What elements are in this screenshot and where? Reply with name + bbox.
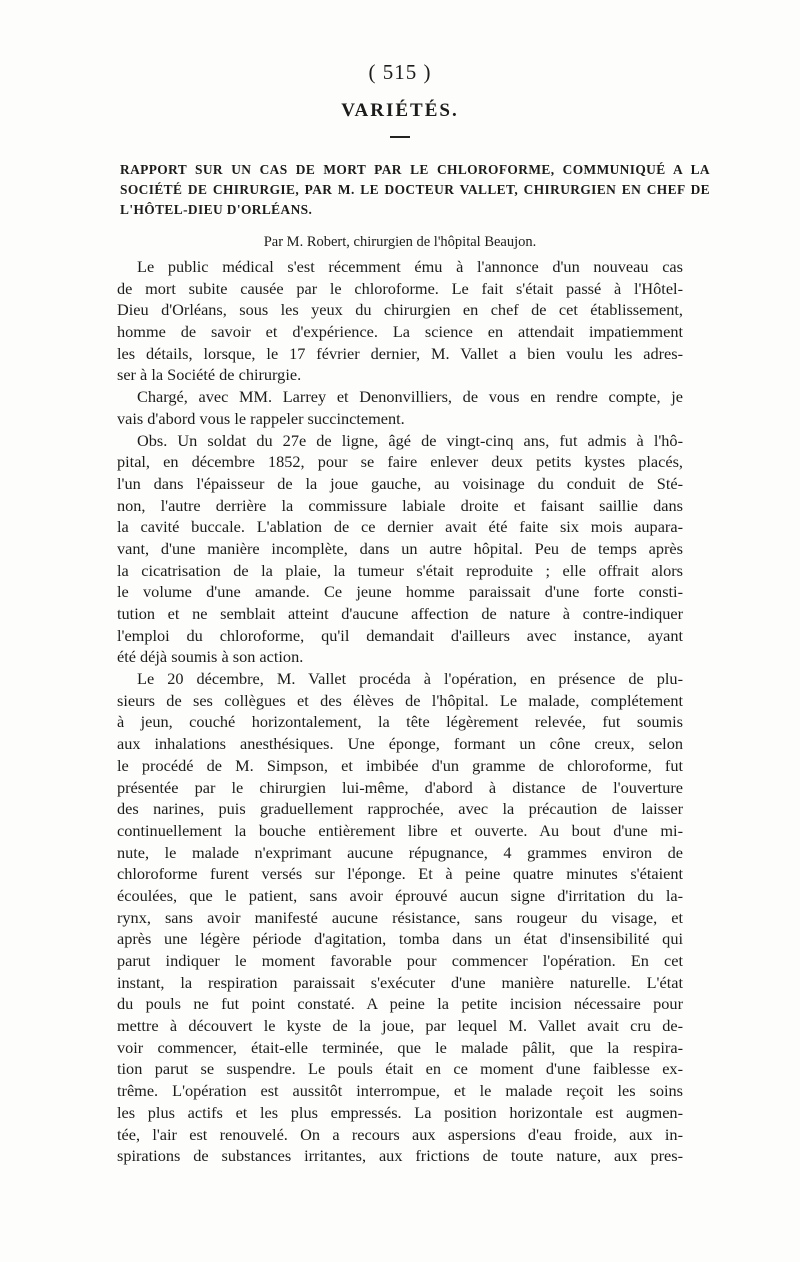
text-line: la cicatrisation de la plaie, la tumeur s'était reproduite ; elle offrait alors (117, 560, 683, 580)
text-line: les plus actifs et les plus empressés. La position horizontale est augmen- (117, 1102, 683, 1122)
text-line: continuellement la bouche entièrement libre et ouverte. Au bout d'une mi- (117, 820, 683, 840)
text-line: Obs. Un soldat du 27e de ligne, âgé de vingt-cinq ans, fut admis à l'hô- (137, 430, 683, 450)
text-line: instant, la respiration paraissait s'exécuter d'une manière naturelle. L'état (117, 972, 683, 992)
text-line: Chargé, avec MM. Larrey et Denonvilliers, de vous en rendre compte, je (137, 387, 683, 407)
report-title: RAPPORT SUR UN CAS DE MORT PAR LE CHLOROFORME, COMMUNIQUÉ A LA SOCIÉTÉ DE CHIRURGIE, PAR M. LE DOCTEUR VALLET, CHIRURGIEN EN CHEF DE L'HÔTEL-DIEU D'ORLÉANS. (120, 162, 710, 217)
text-line: tée, l'air est renouvelé. On a recours aux aspersions d'eau froide, aux in- (117, 1124, 683, 1144)
text-line: Le public médical s'est récemment ému à l'annonce d'un nouveau cas (137, 257, 683, 276)
text-line: l'un dans l'épaisseur de la joue gauche, au voisinage du conduit de Sté- (117, 473, 683, 493)
text-line: écoulées, que le patient, sans avoir éprouvé aucun signe d'irritation du la- (117, 885, 683, 905)
text-line: parut indiquer le moment favorable pour commencer l'opération. En cet (117, 951, 683, 970)
text-line: aux inhalations anesthésiques. Une éponge, formant un cône creux, selon (117, 734, 683, 754)
text-line: trême. L'opération est aussitôt interrompue, et le malade reçoit les soins (117, 1081, 683, 1101)
text-line: la cavité buccale. L'ablation de ce dernier avait été faite six mois aupara- (117, 517, 683, 537)
text-line: rynx, sans avoir manifesté aucune résistance, sans rougeur du visage, et (117, 907, 683, 927)
text-line: des narines, puis graduellement rapprochée, avec la précaution de laisser (117, 799, 683, 819)
text-line: tion parut se suspendre. Le pouls était en ce moment d'une faiblesse ex- (117, 1059, 683, 1079)
text-line: vant, d'une manière incomplète, dans un autre hôpital. Peu de temps après (117, 538, 683, 558)
text-line: le volume d'une amande. Ce jeune homme paraissait d'une forte consti- (117, 582, 683, 602)
text-line: le procédé de M. Simpson, et imbibée d'un gramme de chloroforme, fut (117, 755, 683, 775)
text-line: non, l'autre derrière la commissure labiale droite et faisant saillie dans (117, 495, 683, 515)
text-line: chloroforme furent versés sur l'éponge. Et à peine quatre minutes s'étaient (117, 864, 683, 884)
text-line: Dieu d'Orléans, sous les yeux du chirurgien en chef de cet établissement, (117, 300, 683, 320)
article-body (117, 256, 683, 1167)
text-line: sieurs de ses collègues et des élèves de l'hôpital. Le malade, complétement (117, 690, 683, 710)
section-title: VARIÉTÉS. (341, 100, 459, 121)
text-line: l'emploi du chloroforme, qu'il demandait d'ailleurs avec instance, ayant (117, 625, 683, 645)
text-line: tution et ne semblait atteint d'aucune affection de nature à contre-indiquer (117, 604, 683, 623)
text-line: spirations de substances irritantes, aux frictions de toute nature, aux pres- (117, 1146, 683, 1166)
text-line: pital, en décembre 1852, pour se faire enlever deux petits kystes placés, (117, 452, 683, 472)
text-line: ser à la Société de chirurgie. (117, 365, 302, 385)
text-line: vais d'abord vous le rappeler succinctement. (117, 408, 405, 428)
text-line: du pouls ne fut point constaté. A peine la petite incision nécessaire pour (117, 994, 683, 1014)
text-line: homme de savoir et d'expérience. La science en attendait impatiemment (117, 322, 683, 342)
title-rule (390, 136, 410, 138)
text-line: voir commencer, était-elle terminée, que le malade pâlit, que la respira- (117, 1037, 683, 1057)
text-line: à jeun, couché horizontalement, la tête légèrement relevée, fut soumis (117, 712, 683, 732)
text-line: après une légère période d'agitation, tomba dans un état d'insensibilité qui (117, 929, 683, 949)
text-line: nute, le malade n'exprimant aucune répugnance, 4 grammes environ de (117, 842, 683, 862)
author-byline: Par M. Robert, chirurgien de l'hôpital Beaujon. (263, 234, 537, 250)
text-line: été déjà soumis à son action. (117, 647, 304, 667)
text-line: mettre à découvert le kyste de la joue, par lequel M. Vallet avait cru de- (117, 1016, 683, 1036)
text-line: Le 20 décembre, M. Vallet procéda à l'opération, en présence de plu- (137, 669, 683, 689)
text-line: présentée par le chirurgien lui-même, d'abord à distance de l'ouverture (117, 777, 683, 797)
page-number: ( 515 ) (368, 60, 432, 84)
text-line: les détails, lorsque, le 17 février dernier, M. Vallet a bien voulu les adres- (117, 343, 683, 363)
text-line: de mort subite causée par le chloroforme. Le fait s'était passé à l'Hôtel- (117, 278, 683, 298)
